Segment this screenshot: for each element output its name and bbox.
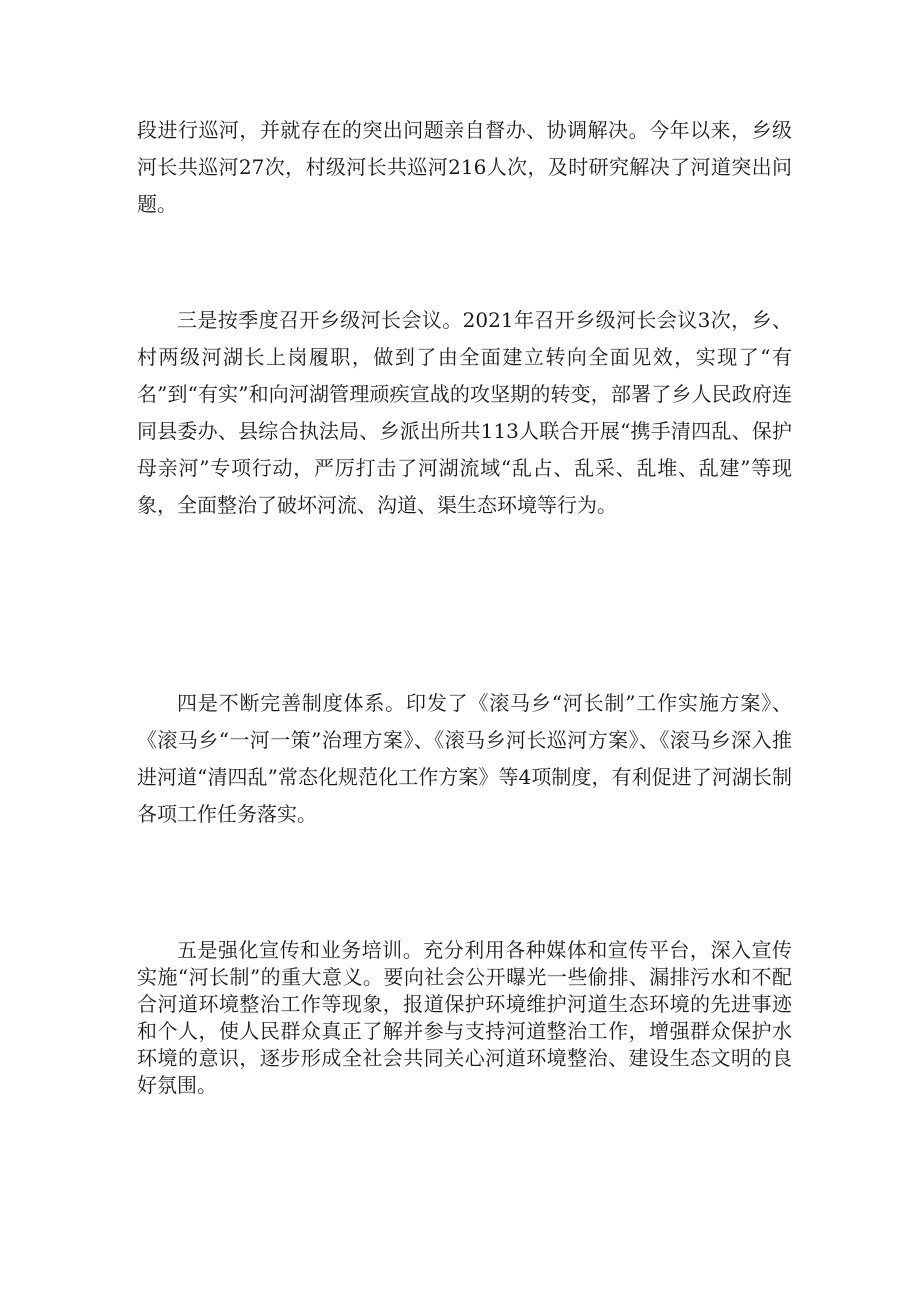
paragraph-publicity-training: 五是强化宣传和业务培训。充分利用各种媒体和宣传平台，深入宣传实施“河长制”的重大意义。要向社会公开曝光一些偷排、漏排污水和不配合河道环境整治工作等现象，报道保护环境维护河道生态环境的先进事迹和个人，使人民群众真正了解并参与支持河道整治工作，增强群众保护水环境的意识，逐步形成全社会共同关心河道环境整治、建设生态文明的良好氛围。 <box>137 938 792 1097</box>
paragraph-quarterly-meeting: 三是按季度召开乡级河长会议。2021年召开乡级河长会议3次，乡、村两级河湖长上岗履职，做到了由全面建立转向全面见效，实现了“有名”到“有实”和向河湖管理顽疾宣战的攻坚期的转变，部署了乡人民政府连同县委办、县综合执法局、乡派出所共113人联合开展“携手清四乱、保护母亲河”专项行动，严厉打击了河湖流域“乱占、乱采、乱堆、乱建”等现象，全面整治了破坏河流、沟道、渠生态环境等行为。 <box>137 308 792 517</box>
paragraph-river-patrol: 段进行巡河，并就存在的突出问题亲自督办、协调解决。今年以来，乡级河长共巡河27次，村级河长共巡河216人次，及时研究解决了河道突出问题。 <box>137 118 792 216</box>
paragraph-institutional-system: 四是不断完善制度体系。印发了《滚马乡“河长制”工作实施方案》、《滚马乡“一河一策”治理方案》、《滚马乡河长巡河方案》、《滚马乡深入推进河道“清四乱”常态化规范化工作方案》等4项制度，有利促进了河湖长制各项工作任务落实。 <box>137 691 792 826</box>
